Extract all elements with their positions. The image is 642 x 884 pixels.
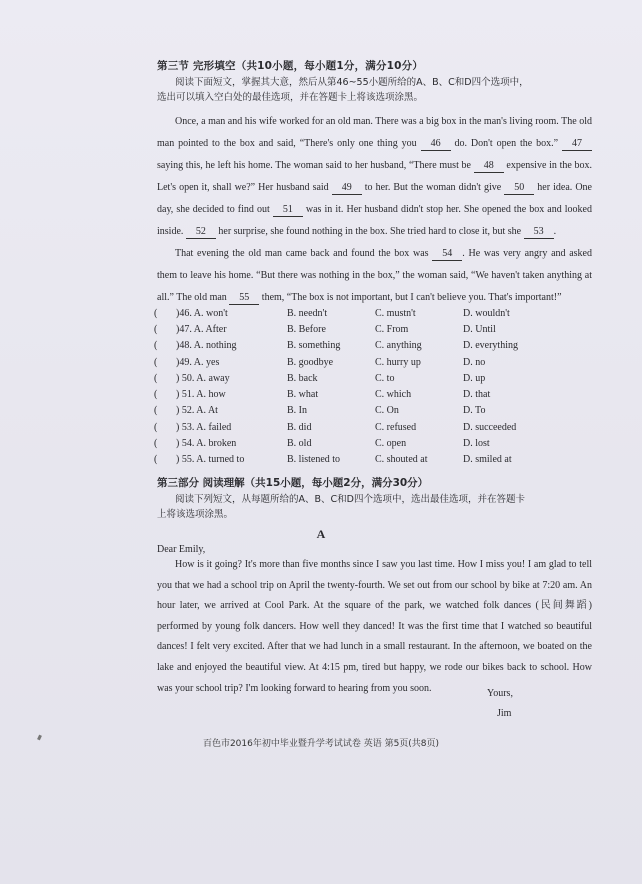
- answer-paren: (: [154, 405, 158, 417]
- option-d: D. that: [463, 389, 491, 401]
- article-label: A: [316, 527, 326, 541]
- option-row-50: [154, 370, 563, 386]
- answer-paren: (: [154, 438, 158, 450]
- option-b: B. old: [287, 438, 312, 450]
- option-row-54: [154, 435, 563, 451]
- passage-text: her surprise, she found nothing in the box. She tried hard to close it, but she: [215, 226, 524, 237]
- answer-paren: (: [154, 356, 158, 368]
- blank-53: 53: [524, 225, 554, 239]
- passage-text: them, “The box is not important, but I can't believe you. That's important!”: [259, 292, 562, 303]
- passage-text: . He was very angry and asked them to leave his home. “But there was nothing in the box,” the woman said, “We haven't taken anything at all.” The old man: [157, 248, 592, 303]
- option-c: C. shouted at: [375, 454, 428, 466]
- blank-48: 48: [474, 159, 504, 173]
- cloze-paragraph-2: [157, 243, 592, 309]
- blank-46: 46: [421, 137, 451, 151]
- option-c: C. to: [375, 372, 395, 384]
- passage-text: .: [553, 226, 557, 237]
- option-a: )48. A. nothing: [176, 340, 237, 352]
- option-c: C. refused: [375, 421, 417, 433]
- option-a: )46. A. won't: [176, 307, 228, 319]
- option-c: C. which: [375, 389, 412, 401]
- options-table: [154, 305, 563, 468]
- letter-salutation: Dear Emily,: [157, 544, 206, 555]
- option-c: C. hurry up: [375, 356, 421, 368]
- blank-54: 54: [432, 247, 462, 261]
- cloze-passage: [157, 111, 592, 309]
- option-b: B. listened to: [287, 454, 341, 466]
- option-d: D. Until: [463, 323, 496, 335]
- option-d: D. lost: [463, 438, 490, 450]
- option-d: D. smiled at: [463, 454, 512, 466]
- option-d: D. To: [463, 405, 486, 417]
- option-a: ) 55. A. turned to: [176, 454, 245, 466]
- section3-instructions-line2: 选出可以填入空白处的最佳选项，并在答题卡上将该选项涂黑。: [157, 92, 424, 103]
- option-b: B. goodbye: [287, 356, 334, 368]
- passage-text: do. Don't open the box.”: [450, 138, 562, 149]
- page-footer: 百色市2016年初中毕业暨升学考试试卷 英语 第5页(共8页): [202, 739, 440, 749]
- option-row-53: [154, 419, 563, 435]
- option-a: ) 50. A. away: [176, 372, 230, 384]
- option-a: ) 54. A. broken: [176, 438, 237, 450]
- passage-text: Once, a man and his wife worked for an old man. There was a big box in the man's living room. The old man pointed to the box and said, “There's only one thing you: [157, 116, 592, 149]
- answer-paren: (: [154, 323, 158, 335]
- option-row-46: [154, 305, 563, 321]
- passage-text: was in it. Her husband didn't stop her. She opened the box and looked inside.: [157, 204, 592, 237]
- option-row-52: [154, 403, 563, 419]
- cloze-paragraph-1: [157, 111, 592, 243]
- passage-text: expensive in the box. Let's open it, shall we?” Her husband said: [157, 160, 592, 193]
- letter-closing: Yours,: [487, 688, 513, 699]
- option-b: B. Before: [287, 323, 326, 335]
- answer-paren: (: [154, 389, 158, 401]
- option-b: B. needn't: [287, 307, 328, 319]
- option-b: B. did: [287, 421, 312, 433]
- option-d: D. no: [463, 356, 486, 368]
- blank-52: 52: [186, 225, 216, 239]
- answer-paren: (: [154, 372, 158, 384]
- option-a: )47. A. After: [176, 323, 227, 335]
- option-c: C. mustn't: [375, 307, 416, 319]
- option-c: C. On: [375, 405, 399, 417]
- section3-instructions: [157, 75, 592, 105]
- answer-paren: (: [154, 421, 158, 433]
- letter-signature: Jim: [497, 708, 512, 719]
- option-d: D. wouldn't: [463, 307, 510, 319]
- option-a: ) 53. A. failed: [176, 421, 232, 433]
- answer-paren: (: [154, 340, 158, 352]
- option-a: ) 52. A. At: [176, 405, 218, 417]
- blank-55: 55: [229, 291, 259, 305]
- passage-text: to her. But the woman didn't give: [361, 182, 505, 193]
- answer-paren: (: [154, 454, 158, 466]
- option-d: D. everything: [463, 340, 518, 352]
- option-b: B. what: [287, 389, 319, 401]
- passage-text: her idea. One day, she decided to find out: [157, 182, 592, 215]
- option-c: C. open: [375, 438, 407, 450]
- option-b: B. back: [287, 372, 318, 384]
- option-row-48: [154, 338, 563, 354]
- answer-paren: (: [154, 307, 158, 319]
- option-row-47: [154, 321, 563, 337]
- option-c: C. anything: [375, 340, 422, 352]
- part3-instructions-line2: 上将该选项涂黑。: [157, 509, 234, 520]
- option-d: D. succeeded: [463, 421, 517, 433]
- section3-instructions-line1: 阅读下面短文，掌握其大意，然后从第46~55小题所给的A、B、C和D四个选项中，: [175, 77, 529, 88]
- part3-title: 第三部分 阅读理解（共15小题，每小题2分，满分30分）: [157, 477, 429, 489]
- passage-text: That evening the old man came back and found the box was: [175, 248, 433, 259]
- option-a: )49. A. yes: [176, 356, 220, 368]
- option-c: C. From: [375, 323, 409, 335]
- section3-title: 第三节 完形填空（共10小题，每小题1分，满分10分）: [157, 60, 424, 72]
- part3-instructions-line1: 阅读下列短文，从每题所给的A、B、C和D四个选项中，选出最佳选项，并在答题卡: [175, 494, 525, 505]
- option-a: ) 51. A. how: [176, 389, 226, 401]
- option-b: B. something: [287, 340, 341, 352]
- letter-body: How is it going? It's more than five months since I saw you last time. How I miss you! I am glad to tell you that we had a school trip on April the twenty-fourth. We set out from our school by bike at 7:20 am. An hour later, we arrived at Cool Park. At the square of the park, we watched folk dances (民间舞蹈) performed by young folk dancers. How well they danced! It was the first time that I watched so beautiful dances! I felt very excited. After that we had lunch in a small restaurant. In the afternoon, we boated on the lake and enjoyed the beautiful view. At 4:15 pm, tired but happy, we rode our bikes back to school. How was your school trip? I'm looking forward to hearing from you soon.: [157, 559, 592, 694]
- option-row-51: [154, 386, 563, 402]
- part3-instructions: [157, 492, 592, 522]
- passage-text: saying this, he left his home. The woman said to her husband, “There must be: [157, 160, 474, 171]
- option-d: D. up: [463, 372, 486, 384]
- blank-51: 51: [273, 203, 303, 217]
- blank-50: 50: [504, 181, 534, 195]
- option-b: B. In: [287, 405, 307, 417]
- option-row-55: [154, 452, 563, 468]
- option-row-49: [154, 354, 563, 370]
- blank-49: 49: [332, 181, 362, 195]
- blank-47: 47: [562, 137, 592, 151]
